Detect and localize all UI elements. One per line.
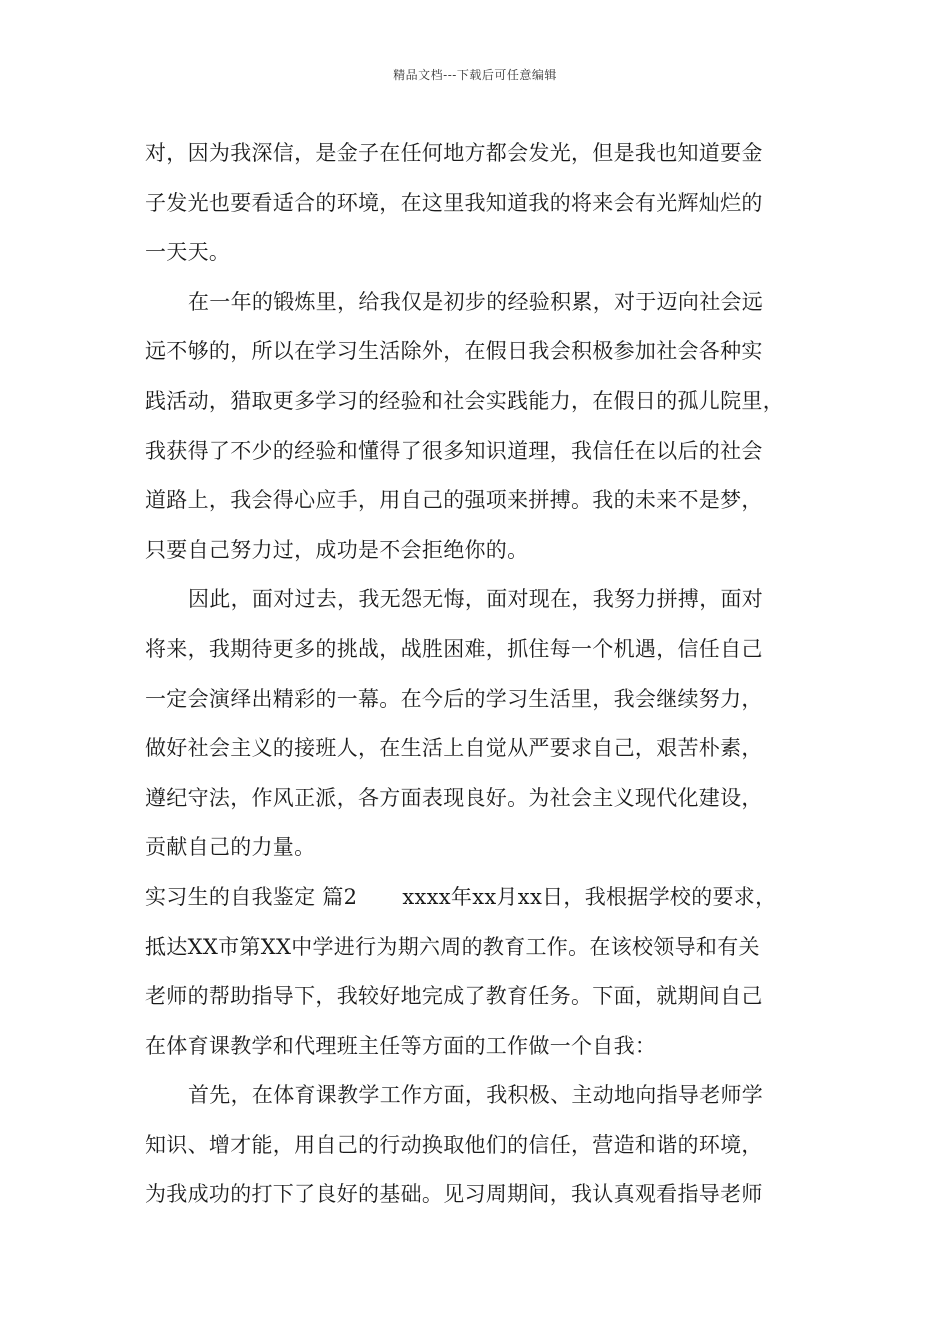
text-line: 只要自己努力过，成功是不会拒绝你的。 — [145, 537, 529, 562]
text-line: 遵纪守法，作风正派，各方面表现良好。为社会主义现代化建设， — [145, 785, 763, 810]
section-heading-line — [145, 873, 815, 923]
text-line: 因此，面对过去，我无怨无悔，面对现在，我努力拼搏，面对 — [188, 587, 764, 612]
text-line: 一定会演绎出精彩的一幕。在今后的学习生活里，我会继续努力， — [145, 686, 763, 711]
section-first-line: xxxx年xx月xx日，我根据学校的要求， — [402, 884, 777, 909]
text-line: 贡献自己的力量。 — [145, 835, 316, 860]
text-line: 首先，在体育课教学工作方面，我积极、主动地向指导老师学 — [188, 1083, 764, 1108]
text-line: 践活动，猎取更多学习的经验和社会实践能力，在假日的孤儿院里， — [145, 388, 784, 413]
text-line: 子发光也要看适合的环境，在这里我知道我的将来会有光辉灿烂的 — [145, 190, 763, 215]
paragraph — [145, 129, 815, 278]
document-body — [145, 129, 815, 1220]
page-header: 精品文档---下载后可任意编辑 — [393, 68, 557, 82]
section — [145, 873, 815, 1071]
text-line: 在一年的锻炼里，给我仅是初步的经验积累，对于迈向社会远 — [188, 289, 764, 314]
text-line: 对，因为我深信，是金子在任何地方都会发光，但是我也知道要金 — [145, 141, 763, 165]
text-line: 我获得了不少的经验和懂得了很多知识道理，我信任在以后的社会 — [145, 438, 763, 463]
paragraph — [145, 1071, 815, 1220]
text-line: 老师的帮助指导下，我较好地完成了教育任务。下面，就期间自己 — [145, 984, 763, 1009]
section-title: 实习生的自我鉴定 篇2 — [145, 884, 358, 909]
text-line: 做好社会主义的接班人，在生活上自觉从严要求自己，艰苦朴素， — [145, 736, 763, 761]
text-line: 远不够的，所以在学习生活除外，在假日我会积极参加社会各种实 — [145, 339, 763, 364]
text-line: 抵达XX市第XX中学进行为期六周的教育工作。在该校领导和有关 — [145, 934, 760, 959]
text-line: 道路上，我会得心应手，用自己的强项来拼搏。我的未来不是梦， — [145, 488, 763, 513]
paragraph — [145, 278, 815, 576]
text-line: 一天天。 — [145, 240, 231, 265]
paragraph — [145, 575, 815, 873]
text-line: 将来，我期待更多的挑战，战胜困难，抓住每一个机遇，信任自己 — [145, 636, 763, 661]
text-line: 为我成功的打下了良好的基础。见习周期间，我认真观看指导老师 — [145, 1182, 763, 1207]
text-line: 知识、增才能，用自己的行动换取他们的信任，营造和谐的环境， — [145, 1132, 763, 1157]
text-line: 在体育课教学和代理班主任等方面的工作做一个自我： — [145, 1033, 657, 1058]
